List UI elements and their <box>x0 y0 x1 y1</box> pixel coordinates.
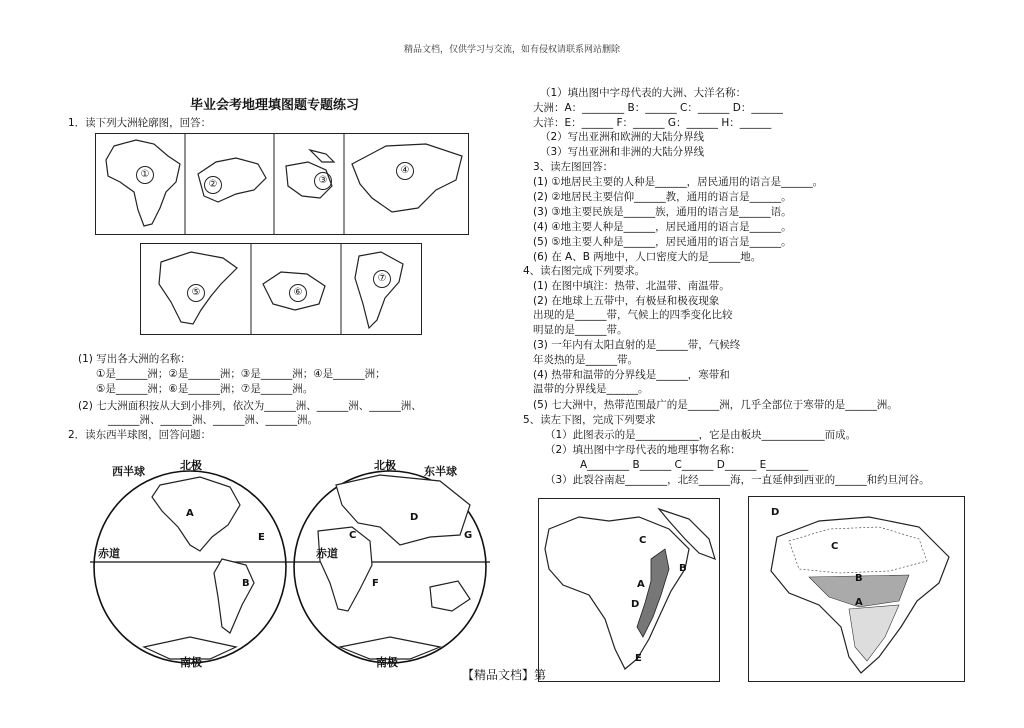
climate-letter-B: B <box>855 573 863 584</box>
continent-outlines-row1 <box>95 133 469 235</box>
right-line-12: (6) 在 A、B 两地中，人口密度大的是______地。 <box>533 251 762 263</box>
map-letter-C: C <box>349 530 357 541</box>
map-letter-F: F <box>372 578 379 589</box>
label-west-hemisphere: 西半球 <box>112 465 145 478</box>
rift-valley-drawing <box>539 499 719 681</box>
right-line-1: （1）填出图中字母代表的大洲、大洋名称： <box>540 87 747 99</box>
rift-letter-B: B <box>679 563 687 574</box>
question-1-1-line-b: ⑤是______洲；⑥是______洲；⑦是______洲。 <box>96 383 314 395</box>
right-line-5: （3）写出亚洲和非洲的大陆分界线 <box>540 146 705 158</box>
label-north-pole-east: 北极 <box>374 459 396 472</box>
question-1-1: (1) 写出各大洲的名称： <box>78 353 191 365</box>
label-equator-east: 赤道 <box>316 547 338 560</box>
continent-number-5: ⑤ <box>187 284 205 302</box>
question-1: 1．读下列大洲轮廓图，回答： <box>68 117 212 129</box>
climate-letter-A: A <box>855 597 863 608</box>
right-line-25: （2）填出图中字母代表的地理事物名称： <box>545 444 741 456</box>
question-1-2-line-b: ______洲、______洲、______洲、______洲。 <box>108 414 318 426</box>
right-line-15: (2) 在地球上五带中，有极昼和极夜现象 <box>533 295 720 307</box>
continent-number-1: ① <box>136 166 154 184</box>
right-line-8: (2) ②地居民主要信仰______教，通用的语言是______。 <box>533 191 792 203</box>
label-north-pole-west: 北极 <box>180 459 202 472</box>
page-footer: 【精品文档】第 <box>462 668 547 682</box>
map-letter-A: A <box>186 508 194 519</box>
right-line-24: （1）此图表示的是____________，它是由板块____________而成。 <box>545 429 857 441</box>
africa-climate-map <box>748 496 965 682</box>
continent-number-6: ⑥ <box>289 284 307 302</box>
right-line-9: (3) ③地主要民族是______族，通用的语言是______语。 <box>533 206 792 218</box>
continent-outline-drawings-1 <box>96 134 468 234</box>
rift-valley-map <box>538 498 720 682</box>
right-line-14: (1) 在图中填注：热带、北温带、南温带。 <box>533 280 730 292</box>
right-line-4: （2）写出亚洲和欧洲的大陆分界线 <box>540 131 705 143</box>
continent-number-7: ⑦ <box>373 270 391 288</box>
question-2: 2．读东西半球图，回答问题： <box>68 429 212 441</box>
question-1-2-line-a: (2) 七大洲面积按从大到小排列，依次为______洲、______洲、______洲、 <box>78 400 422 412</box>
hemispheres-map <box>90 465 510 665</box>
right-line-7: (1) ①地居民主要的人种是______，居民通用的语言是______。 <box>533 176 824 188</box>
right-line-22: (5) 七大洲中，热带范围最广的是______洲，几乎全部位于寒带的是______洲。 <box>533 399 898 411</box>
page-header: 精品文档，仅供学习与交流，如有侵权请联系网站删除 <box>403 45 620 55</box>
right-line-11: (5) ⑤地主要人种是______，居民通用的语言是______。 <box>533 236 792 248</box>
page-title: 毕业会考地理填图题专题练习 <box>190 98 360 113</box>
climate-letter-D: D <box>771 507 780 518</box>
climate-letter-C: C <box>831 541 839 552</box>
label-south-pole-east: 南极 <box>376 656 398 669</box>
label-south-pole-west: 南极 <box>180 656 202 669</box>
right-line-13: 4、读右图完成下列要求。 <box>523 265 646 277</box>
right-line-21: 温带的分界线是______。 <box>533 383 649 395</box>
right-line-16: 出现的是______带，气候上的四季变化比较 <box>533 309 733 321</box>
rift-letter-C: C <box>639 535 647 546</box>
continent-outlines-row2 <box>140 243 422 335</box>
right-line-10: (4) ④地主要人种是______，居民通用的语言是______。 <box>533 221 792 233</box>
right-line-26: A________ B______ C______ D______ E________ <box>580 459 809 471</box>
continent-number-2: ② <box>204 176 222 194</box>
right-line-3: 大洋：E：______ F：______ G：______ H：______ <box>533 117 772 129</box>
rift-letter-E: E <box>635 653 642 664</box>
continent-number-4: ④ <box>396 162 414 180</box>
right-line-19: 年炎热的是______带。 <box>533 354 638 366</box>
map-letter-G: G <box>464 530 473 541</box>
right-line-6: 3、读左图回答： <box>533 161 614 173</box>
right-line-17: 明显的是______带。 <box>533 324 628 336</box>
rift-letter-D: D <box>631 599 640 610</box>
continent-number-3: ③ <box>314 172 332 190</box>
question-1-1-line-a: ①是______洲；②是______洲；③是______洲；④是______洲； <box>96 368 386 380</box>
right-line-2: 大洲：A：________ B：______ C：______ D：______ <box>533 102 783 114</box>
africa-climate-drawing <box>749 497 964 681</box>
right-line-18: (3) 一年内有太阳直射的是______带，气候终 <box>533 339 741 351</box>
right-line-20: (4) 热带和温带的分界线是______，寒带和 <box>533 369 730 381</box>
map-letter-B: B <box>242 578 250 589</box>
map-letter-E: E <box>258 532 265 543</box>
right-line-27: （3）此裂谷南起________，北经______海，一直延伸到西亚的______和约旦河谷。 <box>545 474 930 486</box>
label-east-hemisphere: 东半球 <box>424 465 457 478</box>
rift-letter-A: A <box>637 579 645 590</box>
label-equator-west: 赤道 <box>98 547 120 560</box>
continent-outline-drawings-2 <box>141 244 421 334</box>
right-line-23: 5、读左下图，完成下列要求 <box>523 414 656 426</box>
map-letter-D: D <box>410 512 419 523</box>
